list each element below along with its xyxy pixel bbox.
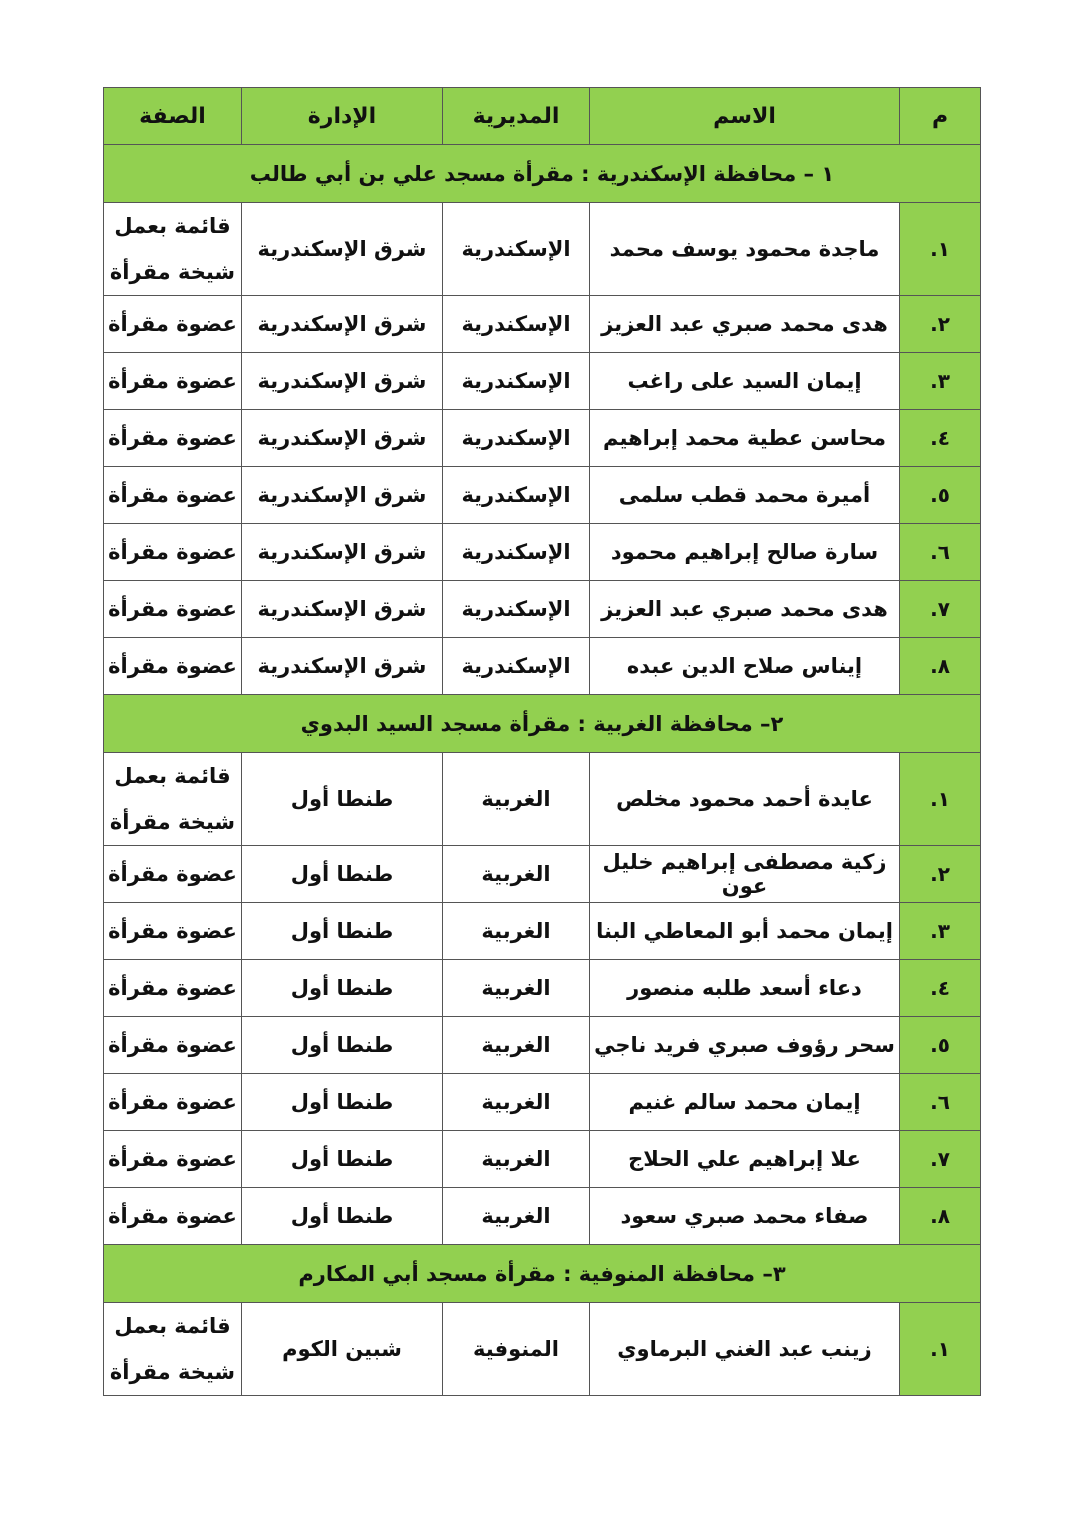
- row-administration: طنطا أول: [242, 1017, 443, 1074]
- row-name: إيمان محمد أبو المعاطي البنا: [590, 903, 900, 960]
- role-line: شيخة مقرأة: [109, 1360, 236, 1384]
- row-number: ٥.: [900, 467, 981, 524]
- header-directorate: المديرية: [443, 88, 590, 145]
- row-name: سحر رؤوف صبري فريد ناجي: [590, 1017, 900, 1074]
- row-role: عضوة مقرأة: [104, 581, 242, 638]
- table-row: [104, 410, 981, 467]
- section-title: ٢– محافظة الغربية : مقرأة مسجد السيد البدوي: [104, 695, 981, 753]
- row-role: عضوة مقرأة: [104, 1074, 242, 1131]
- table-row: [104, 203, 981, 296]
- row-number: ٦.: [900, 1074, 981, 1131]
- section-row: [104, 695, 981, 753]
- row-name: هدى محمد صبري عبد العزيز: [590, 296, 900, 353]
- table-row: [104, 353, 981, 410]
- row-directorate: المنوفية: [443, 1303, 590, 1396]
- row-role: عضوة مقرأة: [104, 410, 242, 467]
- row-number: ٦.: [900, 524, 981, 581]
- row-administration: طنطا أول: [242, 960, 443, 1017]
- row-number: ٨.: [900, 1188, 981, 1245]
- section-title: ١ – محافظة الإسكندرية : مقرأة مسجد علي بن أبي طالب: [104, 145, 981, 203]
- row-number: ٢.: [900, 846, 981, 903]
- row-role: [104, 203, 242, 296]
- row-directorate: الإسكندرية: [443, 353, 590, 410]
- table-row: [104, 1303, 981, 1396]
- row-role: عضوة مقرأة: [104, 467, 242, 524]
- row-administration: طنطا أول: [242, 1131, 443, 1188]
- section-row: [104, 145, 981, 203]
- table-row: [104, 638, 981, 695]
- row-directorate: الغربية: [443, 1017, 590, 1074]
- row-name: إيمان السيد على راغب: [590, 353, 900, 410]
- row-role: [104, 753, 242, 846]
- header-role: الصفة: [104, 88, 242, 145]
- section-title: ٣– محافظة المنوفية : مقرأة مسجد أبي المكارم: [104, 1245, 981, 1303]
- row-number: ١.: [900, 203, 981, 296]
- table-row: [104, 1131, 981, 1188]
- row-name: زكية مصطفى إبراهيم خليل عون: [590, 846, 900, 903]
- section-row: [104, 1245, 981, 1303]
- row-administration: طنطا أول: [242, 753, 443, 846]
- row-name: سارة صالح إبراهيم محمود: [590, 524, 900, 581]
- row-name: زينب عبد الغني البرماوي: [590, 1303, 900, 1396]
- row-directorate: الإسكندرية: [443, 581, 590, 638]
- row-administration: طنطا أول: [242, 1188, 443, 1245]
- row-number: ٥.: [900, 1017, 981, 1074]
- row-administration: شرق الإسكندرية: [242, 410, 443, 467]
- row-administration: طنطا أول: [242, 903, 443, 960]
- row-number: ٤.: [900, 960, 981, 1017]
- row-number: ٧.: [900, 581, 981, 638]
- table-row: [104, 581, 981, 638]
- row-number: ٢.: [900, 296, 981, 353]
- role-line: قائمة بعمل: [114, 1314, 231, 1338]
- row-administration: شرق الإسكندرية: [242, 296, 443, 353]
- row-directorate: الإسكندرية: [443, 638, 590, 695]
- row-number: ٧.: [900, 1131, 981, 1188]
- row-administration: شرق الإسكندرية: [242, 638, 443, 695]
- header-row: [104, 88, 981, 145]
- table-row: [104, 846, 981, 903]
- row-directorate: الغربية: [443, 1188, 590, 1245]
- header-num: م: [900, 88, 981, 145]
- row-role: عضوة مقرأة: [104, 353, 242, 410]
- row-name: أميرة محمد قطب سلمى: [590, 467, 900, 524]
- row-administration: شرق الإسكندرية: [242, 524, 443, 581]
- row-role: عضوة مقرأة: [104, 903, 242, 960]
- table-row: [104, 753, 981, 846]
- row-name: عايدة أحمد محمود مخلص: [590, 753, 900, 846]
- table-row: [104, 960, 981, 1017]
- row-directorate: الإسكندرية: [443, 467, 590, 524]
- row-name: علا إبراهيم علي الحلاج: [590, 1131, 900, 1188]
- row-directorate: الغربية: [443, 960, 590, 1017]
- row-administration: شرق الإسكندرية: [242, 467, 443, 524]
- row-number: ٨.: [900, 638, 981, 695]
- row-number: ١.: [900, 753, 981, 846]
- row-directorate: الإسكندرية: [443, 524, 590, 581]
- row-administration: طنطا أول: [242, 1074, 443, 1131]
- row-number: ١.: [900, 1303, 981, 1396]
- table-row: [104, 296, 981, 353]
- row-number: ٤.: [900, 410, 981, 467]
- header-administration: الإدارة: [242, 88, 443, 145]
- row-directorate: الغربية: [443, 1074, 590, 1131]
- table-row: [104, 1188, 981, 1245]
- row-directorate: الإسكندرية: [443, 203, 590, 296]
- row-role: عضوة مقرأة: [104, 960, 242, 1017]
- row-name: محاسن عطية محمد إبراهيم: [590, 410, 900, 467]
- row-name: ماجدة محمود يوسف محمد: [590, 203, 900, 296]
- row-role: عضوة مقرأة: [104, 1188, 242, 1245]
- header-name: الاسم: [590, 88, 900, 145]
- row-number: ٣.: [900, 353, 981, 410]
- row-role: عضوة مقرأة: [104, 1017, 242, 1074]
- row-role: عضوة مقرأة: [104, 638, 242, 695]
- row-administration: طنطا أول: [242, 846, 443, 903]
- row-administration: شرق الإسكندرية: [242, 203, 443, 296]
- row-role: عضوة مقرأة: [104, 846, 242, 903]
- role-line: شيخة مقرأة: [109, 260, 236, 284]
- row-name: إيناس صلاح الدين عبده: [590, 638, 900, 695]
- row-administration: شرق الإسكندرية: [242, 581, 443, 638]
- table-row: [104, 903, 981, 960]
- row-directorate: الإسكندرية: [443, 410, 590, 467]
- row-directorate: الغربية: [443, 903, 590, 960]
- row-role: عضوة مقرأة: [104, 1131, 242, 1188]
- role-line: قائمة بعمل: [114, 764, 231, 788]
- row-role: عضوة مقرأة: [104, 296, 242, 353]
- row-name: صفاء محمد صبري سعود: [590, 1188, 900, 1245]
- role-line: شيخة مقرأة: [109, 810, 236, 834]
- row-directorate: الغربية: [443, 753, 590, 846]
- row-role: عضوة مقرأة: [104, 524, 242, 581]
- table-row: [104, 1017, 981, 1074]
- row-name: دعاء أسعد طلبه منصور: [590, 960, 900, 1017]
- role-line: قائمة بعمل: [114, 214, 231, 238]
- row-name: هدى محمد صبري عبد العزيز: [590, 581, 900, 638]
- row-directorate: الغربية: [443, 1131, 590, 1188]
- row-role: [104, 1303, 242, 1396]
- table-row: [104, 1074, 981, 1131]
- table-row: [104, 524, 981, 581]
- row-administration: شرق الإسكندرية: [242, 353, 443, 410]
- row-administration: شبين الكوم: [242, 1303, 443, 1396]
- table-row: [104, 467, 981, 524]
- row-directorate: الإسكندرية: [443, 296, 590, 353]
- row-name: إيمان محمد سالم غنيم: [590, 1074, 900, 1131]
- row-number: ٣.: [900, 903, 981, 960]
- members-table: [103, 87, 981, 1396]
- row-directorate: الغربية: [443, 846, 590, 903]
